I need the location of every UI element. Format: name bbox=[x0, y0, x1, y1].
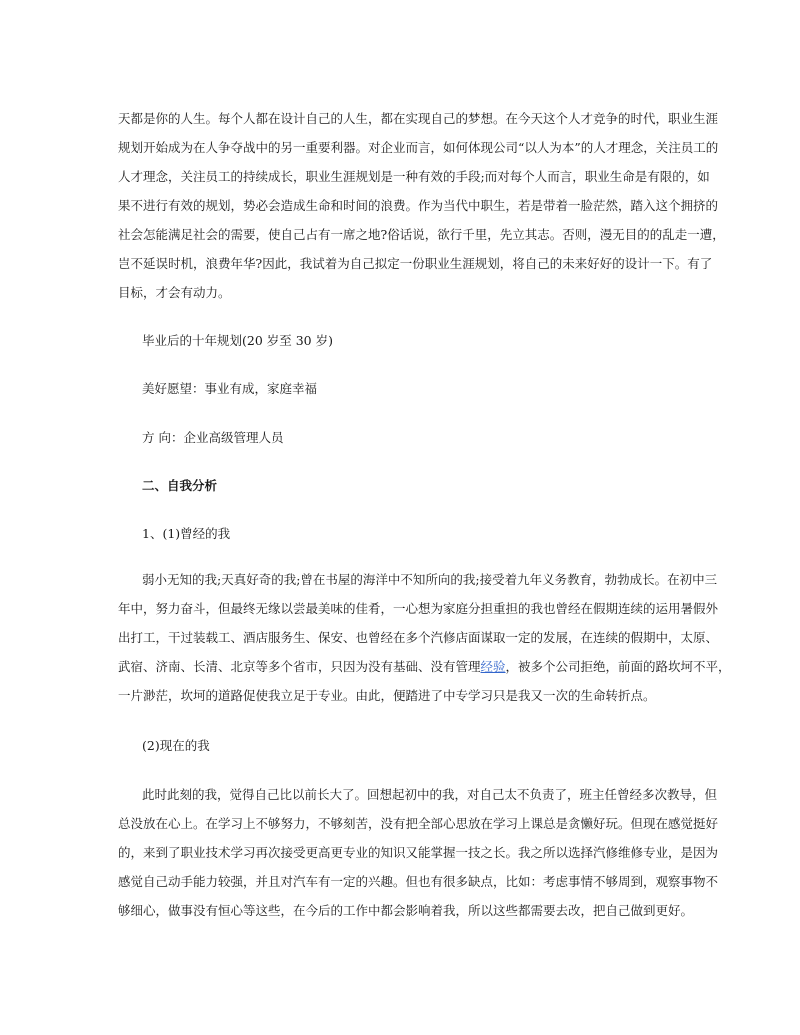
wish-line: 美好愿望：事业有成，家庭幸福 bbox=[142, 381, 318, 396]
paragraph-line: 感觉自己动手能力较强，并且对汽车有一定的兴趣。但也有很多缺点，比如：考虑事情不够周到，观察事物不 bbox=[118, 874, 719, 889]
paragraph-line: 规划开始成为在人争夺战中的另一重要利器。对企业而言，如何体现公司“以人为本”的人才理念，关注员工的 bbox=[118, 140, 719, 155]
present-self-heading: (2)现在的我 bbox=[142, 738, 210, 753]
paragraph-line: 年中，努力奋斗，但最终无缘以尝最美味的佳肴，一心想为家庭分担重担的我也曾经在假期连续的运用暑假外 bbox=[118, 601, 719, 616]
paragraph-line: 一片渺茫，坎坷的道路促使我立足于专业。由此，便踏进了中专学习只是我又一次的生命转折点。 bbox=[118, 688, 656, 703]
paragraph-line: 此时此刻的我，觉得自己比以前长大了。回想起初中的我，对自己太不负责了，班主任曾经多次教导，但 bbox=[142, 787, 718, 802]
paragraph-line: 总没放在心上。在学习上不够努力，不够刻苦，没有把全部心思放在学习上课总是贪懒好玩。但现在感觉挺好 bbox=[118, 816, 719, 831]
paragraph-line bbox=[118, 652, 731, 681]
paragraph-line: 岂不延误时机，浪费年华?因此，我试着为自己拟定一份职业生涯规划，将自己的未来好好的设计一下。有了 bbox=[118, 256, 713, 271]
paragraph-line: 弱小无知的我;天真好奇的我;曾在书屋的海洋中不知所向的我;接受着九年义务教育，勃勃成长。在初中三 bbox=[142, 572, 718, 587]
experience-link[interactable]: 经验 bbox=[480, 659, 506, 674]
intro-paragraph bbox=[118, 104, 725, 307]
past-self-paragraph bbox=[118, 565, 731, 710]
paragraph-line: 天都是你的人生。每个人都在设计自己的人生，都在实现自己的梦想。在今天这个人才竞争的时代，职业生涯 bbox=[118, 111, 719, 126]
direction-line: 方 向：企业高级管理人员 bbox=[142, 430, 284, 445]
paragraph-line: 出打工，干过装载工、酒店服务生、保安、也曾经在多个汽修店面谋取一定的发展，在连续的假期中，太原、 bbox=[118, 630, 719, 645]
line-text: ，被多个公司拒绝，前面的路坎坷不平， bbox=[505, 659, 731, 674]
paragraph-line: 目标，才会有动力。 bbox=[118, 285, 231, 300]
paragraph-line: 果不进行有效的规划，势必会造成生命和时间的浪费。作为当代中职生，若是带着一脸茫然，踏入这个拥挤的 bbox=[118, 198, 719, 213]
section-heading: 二、自我分析 bbox=[142, 478, 218, 493]
plan-title: 毕业后的十年规划(20 岁至 30 岁) bbox=[142, 333, 333, 348]
paragraph-line: 的，来到了职业技术学习再次接受更高更专业的知识又能掌握一技之长。我之所以选择汽修维修专业，是因为 bbox=[118, 845, 719, 860]
paragraph-line: 够细心，做事没有恒心等这些，在今后的工作中都会影响着我，所以这些都需要去改，把自己做到更好。 bbox=[118, 903, 694, 918]
past-self-heading: 1、(1)曾经的我 bbox=[142, 526, 231, 541]
present-self-paragraph bbox=[118, 780, 719, 925]
paragraph-line: 人才理念，关注员工的持续成长，职业生涯规划是一种有效的手段;而对每个人而言，职业生命是有限的，如 bbox=[118, 169, 710, 184]
line-text: 武宿、济南、长清、北京等多个省市，只因为没有基础、没有管理 bbox=[118, 659, 481, 674]
paragraph-line: 社会怎能满足社会的需要，使自己占有一席之地?俗话说，欲行千里，先立其志。否则，漫无目的的乱走一遭， bbox=[118, 227, 725, 242]
